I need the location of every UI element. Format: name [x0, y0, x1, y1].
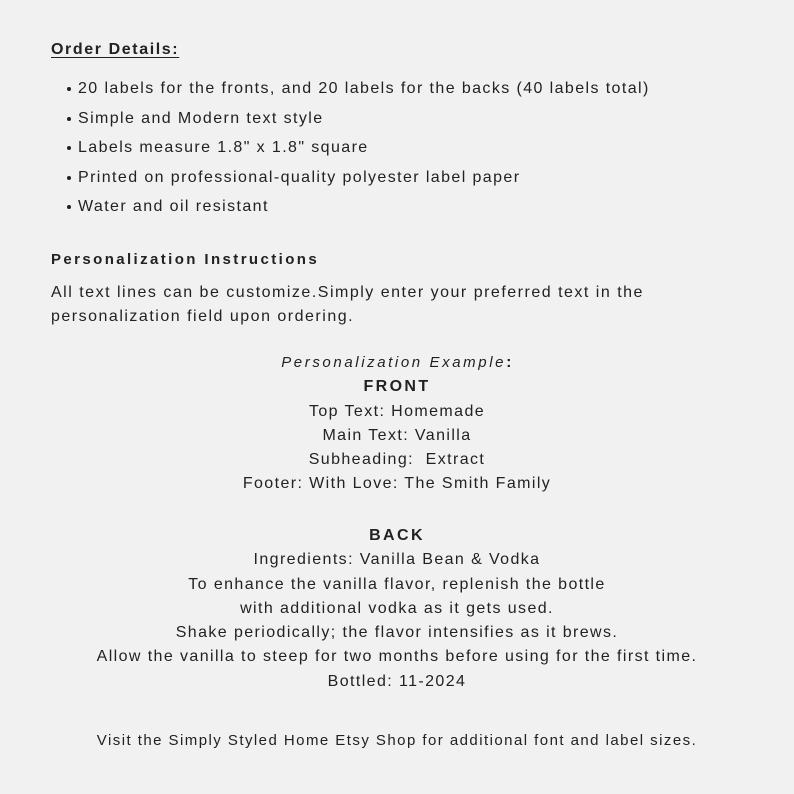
- front-line: Main Text: Vanilla: [322, 426, 472, 444]
- order-details-item: Water and oil resistant: [62, 192, 650, 222]
- back-line: Allow the vanilla to steep for two months before using for the first time.: [96, 648, 698, 666]
- personalization-heading: Personalization Instructions: [51, 251, 320, 268]
- front-line: Top Text: Homemade: [308, 402, 486, 420]
- example-colon: :: [506, 354, 513, 371]
- back-title: BACK: [369, 527, 425, 544]
- personalization-example-block: [0, 351, 794, 497]
- order-details-heading: Order Details:: [51, 41, 180, 58]
- front-title: FRONT: [363, 378, 431, 396]
- front-line: Footer: With Love: The Smith Family: [242, 475, 552, 493]
- order-details-item: 20 labels for the fronts, and 20 labels for the backs (40 labels total): [62, 74, 650, 104]
- back-line: with additional vodka as it gets used.: [240, 599, 554, 617]
- order-details-item: Labels measure 1.8" x 1.8" square: [62, 133, 650, 163]
- example-label: Personalization Example: [281, 354, 507, 371]
- order-details-item: Simple and Modern text style: [62, 104, 650, 134]
- personalization-instructions: All text lines can be customize.Simply enter your preferred text in the personalization field upon ordering.: [51, 284, 644, 325]
- back-line: To enhance the vanilla flavor, replenish the bottle: [188, 575, 606, 593]
- order-details-item: Printed on professional-quality polyester label paper: [62, 163, 650, 193]
- back-block: [0, 524, 794, 694]
- example-heading: [0, 351, 794, 375]
- back-line: Shake periodically; the flavor intensifies as it brews.: [175, 624, 619, 642]
- order-details-list: [62, 74, 650, 222]
- back-line: Ingredients: Vanilla Bean & Vodka: [253, 551, 541, 569]
- back-line: Bottled: 11-2024: [327, 672, 467, 690]
- front-line: Subheading: Extract: [308, 451, 486, 469]
- shop-footer-note: Visit the Simply Styled Home Etsy Shop for additional font and label sizes.: [96, 732, 698, 749]
